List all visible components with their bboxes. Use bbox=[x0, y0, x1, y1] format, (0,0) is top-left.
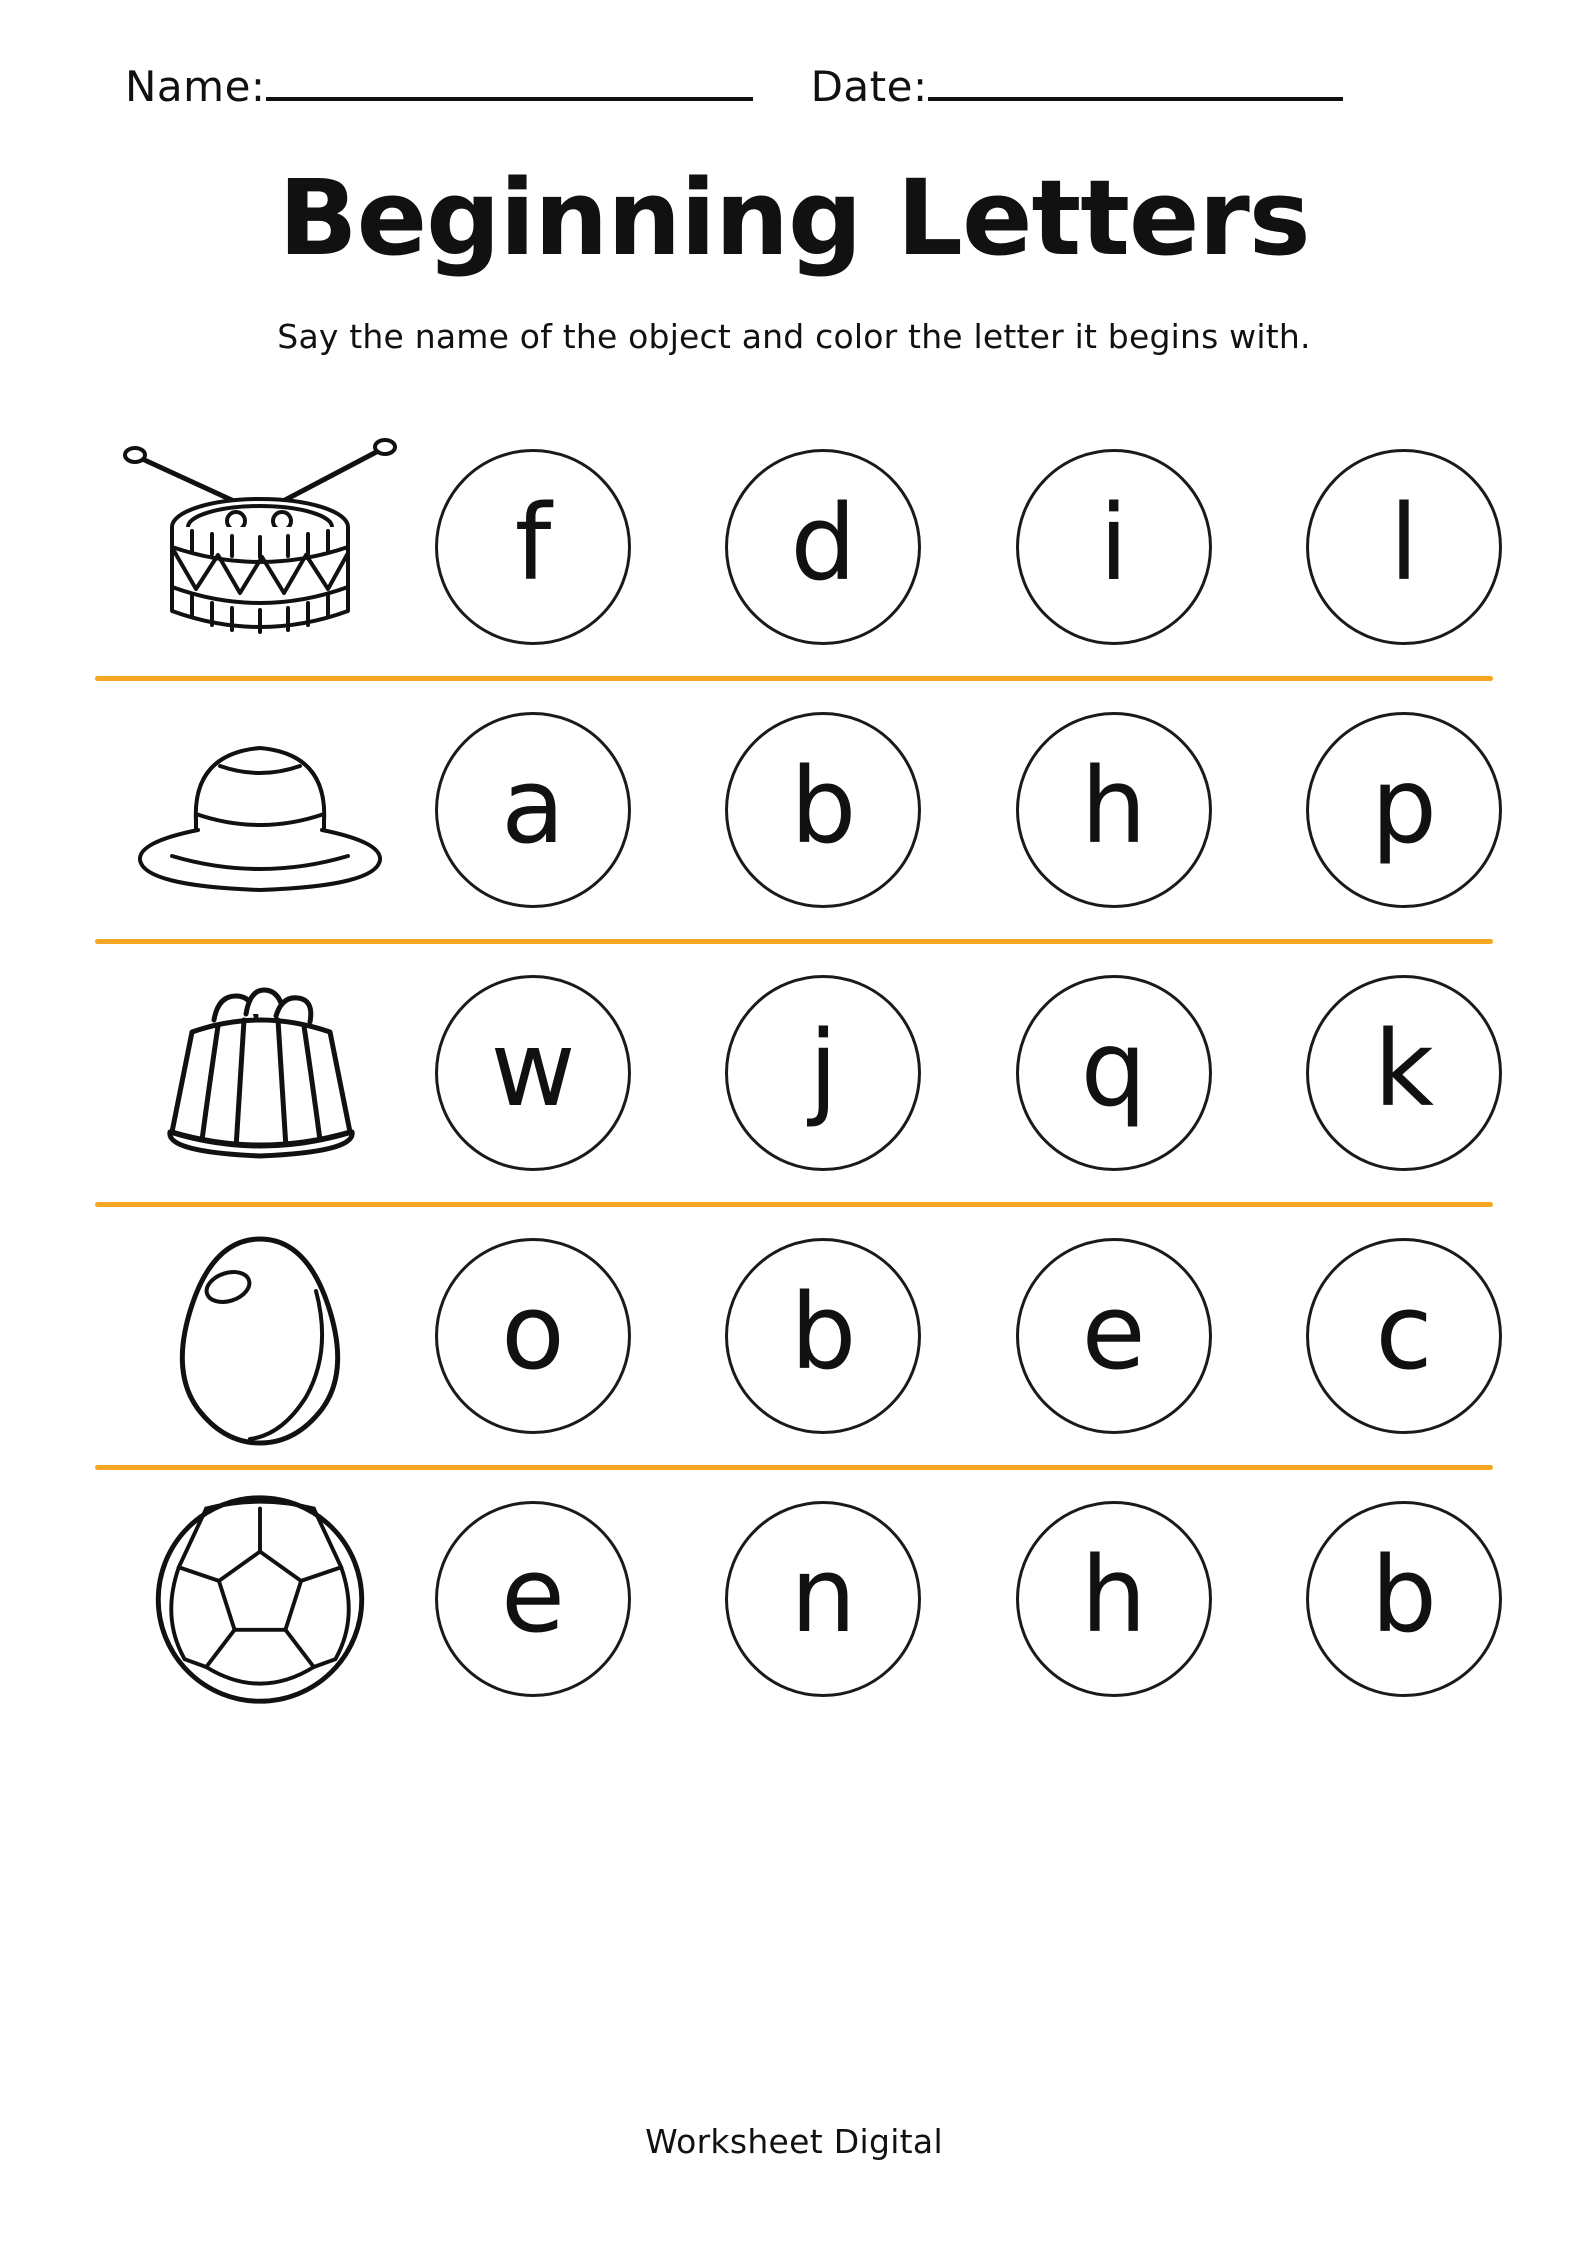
instructions-text: Say the name of the object and color the letter it begins with. bbox=[277, 317, 1311, 356]
name-write-line[interactable] bbox=[266, 96, 753, 101]
letter-bubble-label: c bbox=[1375, 1271, 1433, 1393]
date-field[interactable] bbox=[811, 62, 1343, 111]
letter-bubble[interactable] bbox=[1306, 1501, 1502, 1697]
date-write-line[interactable] bbox=[928, 96, 1343, 101]
letter-bubble-label: b bbox=[1370, 1534, 1437, 1656]
letter-bubble-label: b bbox=[790, 1271, 857, 1393]
question-row bbox=[0, 418, 1588, 676]
letter-bubble[interactable] bbox=[1306, 449, 1502, 645]
egg-illustration bbox=[95, 1216, 425, 1456]
letter-bubble[interactable] bbox=[435, 712, 631, 908]
letter-bubble[interactable] bbox=[435, 1238, 631, 1434]
letter-bubble-label: b bbox=[790, 745, 857, 867]
letter-bubble[interactable] bbox=[725, 449, 921, 645]
letter-bubble[interactable] bbox=[1016, 1238, 1212, 1434]
letter-bubble[interactable] bbox=[725, 712, 921, 908]
question-row bbox=[0, 1207, 1588, 1465]
letter-bubble-label: o bbox=[501, 1271, 565, 1393]
letter-bubble-label: p bbox=[1370, 745, 1437, 867]
hat-illustration bbox=[95, 690, 425, 930]
choice-bubbles bbox=[425, 712, 1508, 908]
letter-bubble-label: i bbox=[1099, 482, 1129, 604]
letter-bubble-label: a bbox=[501, 745, 565, 867]
name-field[interactable] bbox=[125, 62, 753, 111]
letter-bubble[interactable] bbox=[1016, 712, 1212, 908]
letter-bubble[interactable] bbox=[435, 1501, 631, 1697]
choice-bubbles bbox=[425, 449, 1508, 645]
jelly-illustration bbox=[95, 953, 425, 1193]
date-label: Date: bbox=[810, 62, 928, 111]
question-row bbox=[0, 1470, 1588, 1728]
letter-bubble[interactable] bbox=[1016, 1501, 1212, 1697]
letter-bubble-label: j bbox=[808, 1008, 838, 1130]
letter-bubble[interactable] bbox=[725, 975, 921, 1171]
letter-bubble[interactable] bbox=[1016, 975, 1212, 1171]
letter-bubble-label: e bbox=[1081, 1271, 1146, 1393]
letter-bubble[interactable] bbox=[1016, 449, 1212, 645]
ball-illustration bbox=[95, 1479, 425, 1719]
letter-bubble-label: h bbox=[1080, 745, 1147, 867]
letter-bubble[interactable] bbox=[725, 1238, 921, 1434]
letter-bubble-label: d bbox=[790, 482, 857, 604]
name-date-row bbox=[0, 0, 1588, 111]
letter-bubble-label: w bbox=[490, 1008, 576, 1130]
name-label: Name: bbox=[125, 62, 266, 111]
letter-bubble-label: h bbox=[1080, 1534, 1147, 1656]
letter-bubble[interactable] bbox=[1306, 712, 1502, 908]
choice-bubbles bbox=[425, 1501, 1508, 1697]
question-rows bbox=[0, 418, 1588, 1728]
page-title: Beginning Letters bbox=[278, 157, 1310, 279]
letter-bubble-label: k bbox=[1373, 1008, 1435, 1130]
letter-bubble[interactable] bbox=[435, 449, 631, 645]
letter-bubble-label: f bbox=[514, 482, 552, 604]
letter-bubble-label: n bbox=[790, 1534, 857, 1656]
footer-credit: Worksheet Digital bbox=[645, 2122, 943, 2161]
letter-bubble[interactable] bbox=[1306, 1238, 1502, 1434]
letter-bubble-label: e bbox=[501, 1534, 565, 1656]
question-row bbox=[0, 944, 1588, 1202]
choice-bubbles bbox=[425, 975, 1508, 1171]
letter-bubble[interactable] bbox=[435, 975, 631, 1171]
letter-bubble-label: l bbox=[1389, 482, 1419, 604]
letter-bubble-label: q bbox=[1080, 1008, 1147, 1130]
letter-bubble[interactable] bbox=[725, 1501, 921, 1697]
drum-illustration bbox=[95, 427, 425, 667]
question-row bbox=[0, 681, 1588, 939]
letter-bubble[interactable] bbox=[1306, 975, 1502, 1171]
choice-bubbles bbox=[425, 1238, 1508, 1434]
